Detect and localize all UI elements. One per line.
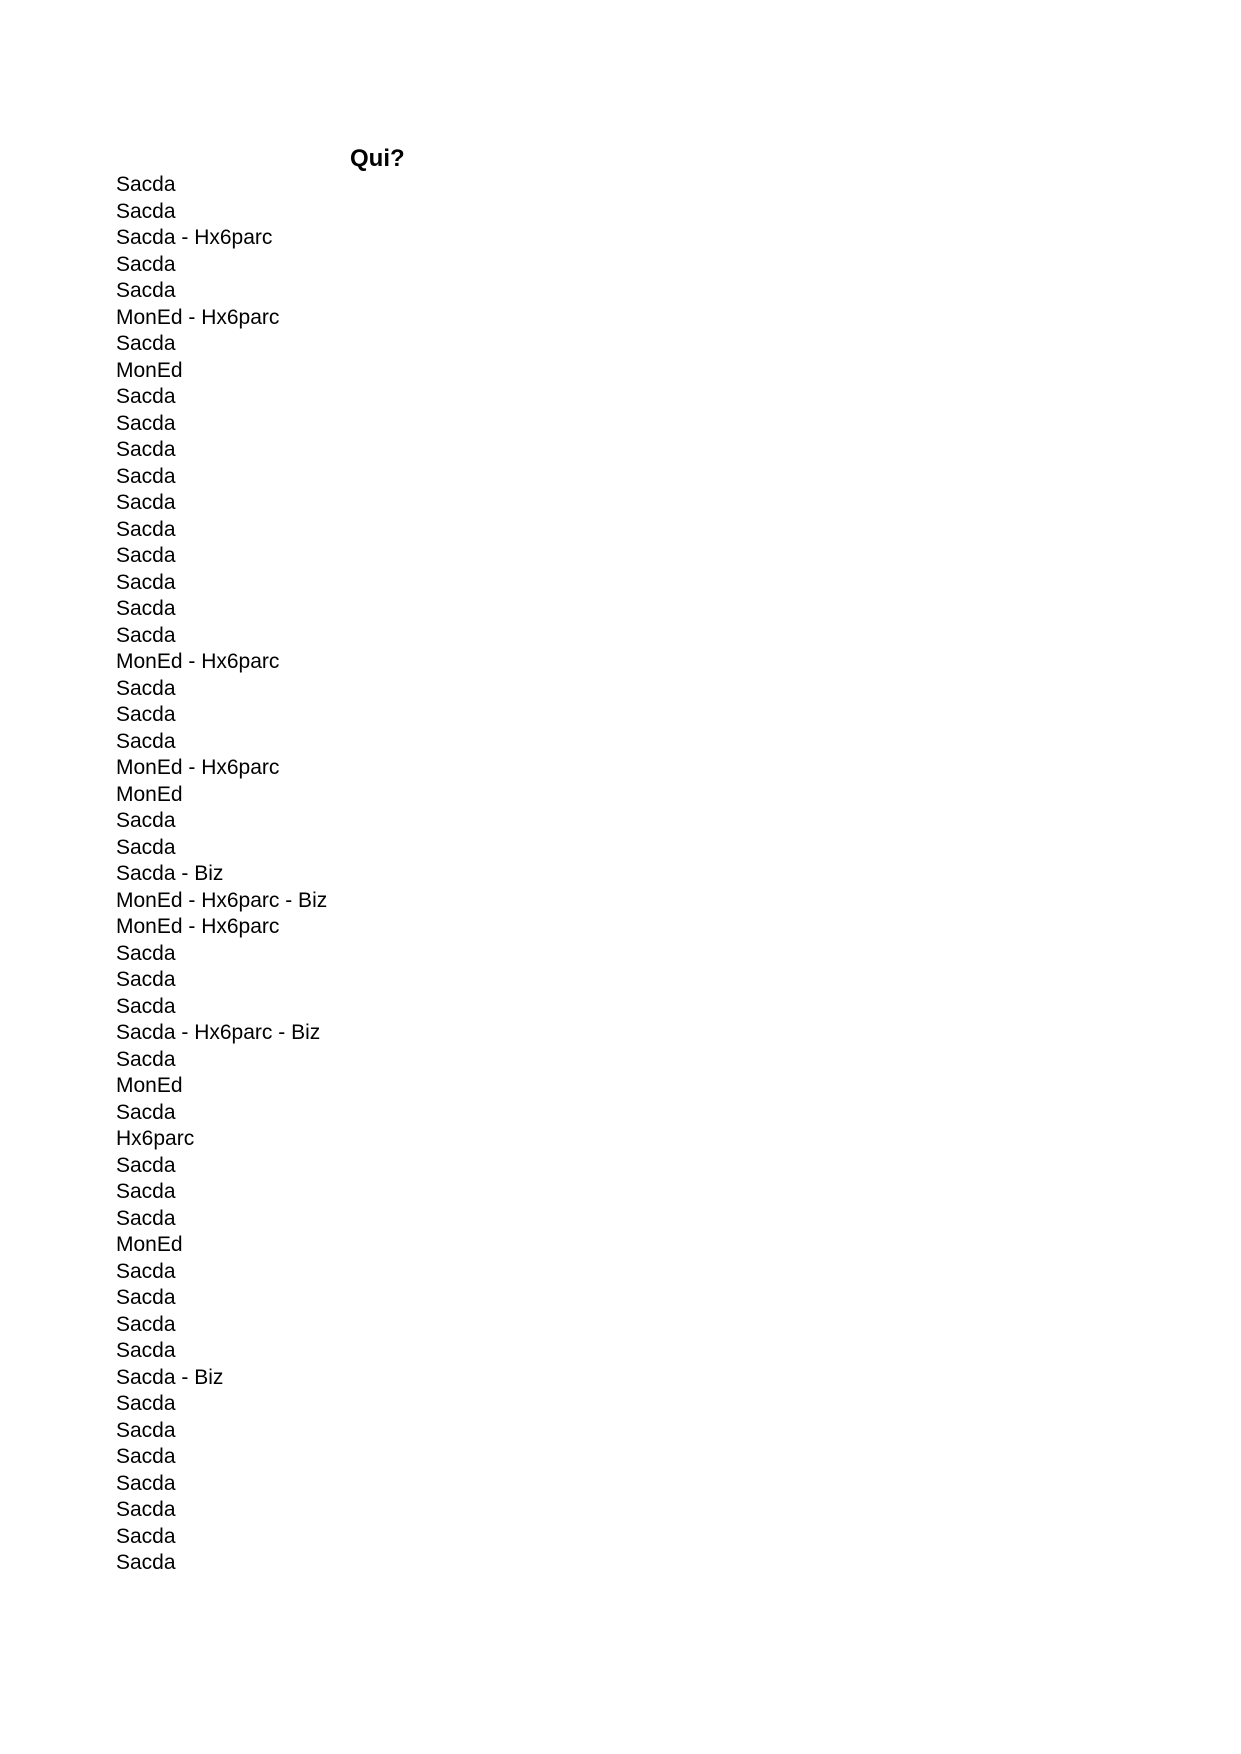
list-item: Sacda bbox=[116, 332, 176, 355]
list-item: Sacda - Biz bbox=[116, 862, 224, 885]
list-item: Sacda bbox=[116, 438, 176, 461]
list-item: Sacda bbox=[116, 544, 176, 567]
list-item: Sacda bbox=[116, 809, 176, 832]
list-item: Sacda - Hx6parc bbox=[116, 226, 273, 249]
list-item: Sacda bbox=[116, 941, 176, 965]
list-item: Sacda bbox=[116, 1498, 176, 1521]
list-item: Sacda bbox=[116, 1286, 176, 1309]
list-item: Sacda - Biz bbox=[116, 1365, 224, 1389]
list-item: Sacda bbox=[116, 252, 176, 276]
list-item: MonEd bbox=[116, 1233, 183, 1256]
list-item: MonEd bbox=[116, 782, 183, 806]
list-item: MonEd - Hx6parc bbox=[116, 756, 280, 779]
list-item: Sacda bbox=[116, 199, 176, 223]
list-item: Sacda bbox=[116, 623, 176, 647]
list-item: Sacda bbox=[116, 1392, 176, 1415]
list-item: Sacda bbox=[116, 385, 176, 408]
list-item: Sacda bbox=[116, 491, 176, 514]
list-item: Sacda bbox=[116, 1445, 176, 1468]
list-item: Sacda bbox=[116, 1471, 176, 1495]
list-item: Sacda bbox=[116, 1312, 176, 1336]
list-item: MonEd - Hx6parc bbox=[116, 650, 280, 673]
list-item: Sacda bbox=[116, 464, 176, 488]
list-item: Sacda bbox=[116, 729, 176, 753]
list-item: MonEd bbox=[116, 1074, 183, 1097]
list-item: Sacda bbox=[116, 1206, 176, 1230]
list-item: MonEd - Hx6parc bbox=[116, 915, 280, 938]
list-item: Sacda bbox=[116, 517, 176, 541]
list-item: Sacda bbox=[116, 1047, 176, 1071]
list-item: Sacda bbox=[116, 676, 176, 700]
list-item: MonEd - Hx6parc bbox=[116, 305, 280, 329]
list-item: Sacda bbox=[116, 703, 176, 726]
list-item: Sacda bbox=[116, 1524, 176, 1548]
entries-list bbox=[116, 172, 327, 1577]
list-item: Sacda bbox=[116, 411, 176, 435]
list-item: Sacda bbox=[116, 1153, 176, 1177]
list-item: Sacda bbox=[116, 570, 176, 594]
list-item: Sacda bbox=[116, 1551, 176, 1574]
list-item: Sacda bbox=[116, 1339, 176, 1362]
list-item: Sacda bbox=[116, 1259, 176, 1283]
list-item: MonEd - Hx6parc - Biz bbox=[116, 888, 328, 912]
list-item: Hx6parc bbox=[116, 1127, 195, 1150]
page-title: Qui? bbox=[350, 145, 405, 172]
list-item: Sacda bbox=[116, 835, 176, 859]
list-item: Sacda bbox=[116, 968, 176, 991]
list-item: Sacda - Hx6parc - Biz bbox=[116, 1021, 321, 1044]
list-item: Sacda bbox=[116, 173, 176, 196]
list-item: Sacda bbox=[116, 279, 176, 302]
list-item: MonEd bbox=[116, 358, 183, 382]
list-item: Sacda bbox=[116, 1100, 176, 1124]
list-item: Sacda bbox=[116, 1418, 176, 1442]
list-item: Sacda bbox=[116, 597, 176, 620]
list-item: Sacda bbox=[116, 994, 176, 1018]
list-item: Sacda bbox=[116, 1180, 176, 1203]
